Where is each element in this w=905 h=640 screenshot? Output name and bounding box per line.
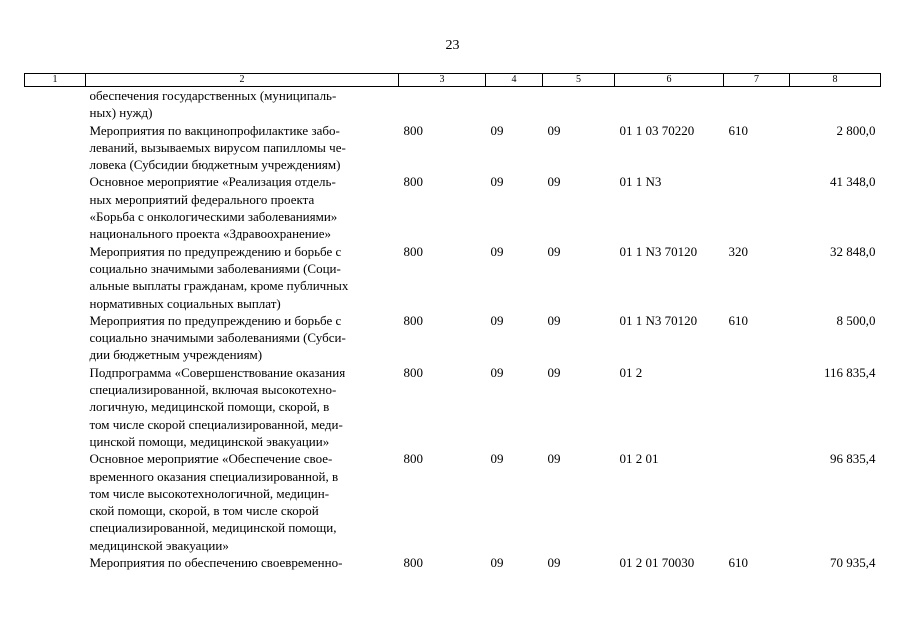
section-code: 09: [490, 312, 504, 328]
column-header-1: 1: [25, 74, 86, 87]
target-article-code: 01 1 N3: [619, 174, 662, 190]
section-code: 09: [490, 122, 504, 138]
target-article-code: [615, 87, 724, 122]
amount: [790, 87, 881, 122]
expense-type-code: 610: [728, 312, 748, 328]
column-header-4: 4: [486, 74, 543, 87]
expense-type-code: [724, 364, 790, 450]
table-header: [25, 74, 881, 87]
column-header-7: 7: [724, 74, 790, 87]
table-row: [25, 450, 881, 554]
column-header-5: 5: [543, 74, 615, 87]
subsection-code: 09: [547, 451, 561, 467]
section-code: 09: [490, 174, 504, 190]
table-row: [25, 312, 881, 364]
row-name: Мероприятия по вакцинопрофилактике забо- леваний, вызываемых вирусом папилломы че- ловека (Субсидии бюджетным учреждениям): [89, 122, 346, 173]
subsection-code: [543, 87, 615, 122]
table-body: [25, 87, 881, 572]
ministry-code: 800: [403, 364, 423, 380]
expense-type-code: 610: [728, 555, 748, 571]
expense-type-code: [724, 173, 790, 242]
table-row: [25, 554, 881, 571]
row-name: обеспечения государственных (муниципаль- ных) нужд): [89, 88, 337, 121]
table-row: [25, 173, 881, 242]
ministry-code: 800: [403, 122, 423, 138]
ministry-code: 800: [403, 555, 423, 571]
target-article-code: 01 1 03 70220: [619, 122, 695, 138]
subsection-code: 09: [547, 243, 561, 259]
header-row: [25, 74, 881, 87]
expense-type-code: 610: [728, 122, 748, 138]
ministry-code: 800: [403, 174, 423, 190]
row-name: Мероприятия по предупреждению и борьбе с социально значимыми заболеваниями (Субси- дии бюджетным учреждениям): [89, 312, 346, 363]
section-code: 09: [490, 243, 504, 259]
row-name: Основное мероприятие «Обеспечение свое- временного оказания специализированной, в том числе высокотехнологичной, медицин- ской помощи, скорой, в том числе скорой специализированной, медицинской помощи, медицинской эвакуации»: [89, 451, 339, 553]
subsection-code: 09: [547, 312, 561, 328]
subsection-code: 09: [547, 364, 561, 380]
target-article-code: 01 2 01 70030: [619, 555, 695, 571]
ministry-code: [399, 87, 486, 122]
expense-type-code: [724, 87, 790, 122]
amount: 32 848,0: [830, 243, 876, 259]
section-code: [486, 87, 543, 122]
amount: 2 800,0: [836, 122, 876, 138]
column-header-2: 2: [86, 74, 399, 87]
ministry-code: 800: [403, 312, 423, 328]
subsection-code: 09: [547, 174, 561, 190]
amount: 116 835,4: [823, 364, 876, 380]
table-row: [25, 243, 881, 312]
section-code: 09: [490, 364, 504, 380]
target-article-code: 01 2 01: [619, 451, 659, 467]
target-article-code: 01 2: [619, 364, 643, 380]
ministry-code: 800: [403, 243, 423, 259]
column-header-6: 6: [615, 74, 724, 87]
amount: 41 348,0: [830, 174, 876, 190]
section-code: 09: [490, 555, 504, 571]
row-name: Мероприятия по предупреждению и борьбе с социально значимыми заболеваниями (Соци- альные выплаты гражданам, кроме публичных нормативных социальных выплат): [89, 243, 349, 311]
table-row: [25, 87, 881, 122]
table-row: [25, 364, 881, 450]
target-article-code: 01 1 N3 70120: [619, 243, 698, 259]
row-name: Мероприятия по обеспечению своевременно-: [89, 555, 343, 571]
subsection-code: 09: [547, 555, 561, 571]
row-name: Основное мероприятие «Реализация отдель- ных мероприятий федерального проекта «Борьба с онкологическими заболеваниями» национального проекта «Здравоохранение»: [89, 174, 338, 242]
budget-table: [24, 73, 881, 571]
amount: 8 500,0: [836, 312, 876, 328]
expense-type-code: [724, 450, 790, 554]
target-article-code: 01 1 N3 70120: [619, 312, 698, 328]
row-name: Подпрограмма «Совершенствование оказания специализированной, включая высокотехно- логичную, медицинской помощи, скорой, в том числе скорой специализированной, меди- цинской помощи, медицинской эвакуации»: [89, 364, 346, 449]
column-header-8: 8: [790, 74, 881, 87]
ministry-code: 800: [403, 451, 423, 467]
section-code: 09: [490, 451, 504, 467]
page-number: 23: [445, 38, 460, 53]
column-header-3: 3: [399, 74, 486, 87]
table-row: [25, 122, 881, 174]
amount: 96 835,4: [830, 451, 876, 467]
subsection-code: 09: [547, 122, 561, 138]
expense-type-code: 320: [728, 243, 748, 259]
amount: 70 935,4: [830, 555, 876, 571]
